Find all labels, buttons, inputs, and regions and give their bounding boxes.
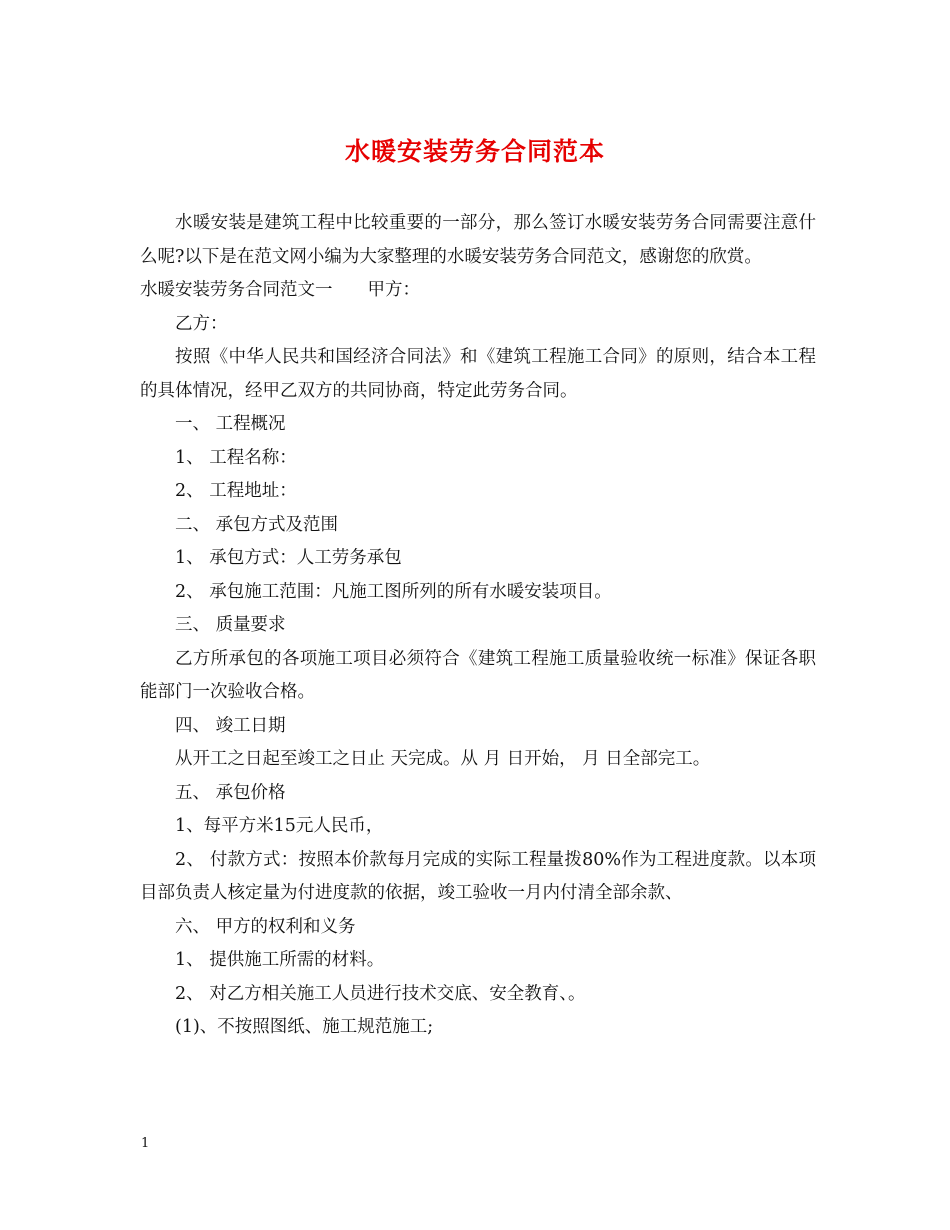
section-4-title: 四、 竣工日期	[175, 715, 286, 736]
section-3-text: 乙方所承包的各项施工项目必须符合《建筑工程施工质量验收统一标准》保证各职能部门一次验收合格。	[140, 648, 816, 702]
section-5-title: 五、 承包价格	[175, 782, 286, 803]
section-1-item-1: 1、 工程名称：	[175, 447, 297, 468]
section-4-text: 从开工之日起至竣工之日止 天完成。从 月 日开始， 月 日全部完工。	[175, 749, 711, 769]
contract-heading: 水暖安装劳务合同范文一 甲方：	[140, 280, 420, 300]
section-6-title: 六、 甲方的权利和义务	[175, 916, 356, 937]
intro-paragraph: 水暖安装是建筑工程中比较重要的一部分，那么签订水暖安装劳务合同需要注意什么呢?以下是在范文网小编为大家整理的水暖安装劳务合同范文，感谢您的欣赏。	[140, 213, 816, 267]
section-6-item-2: 2、 对乙方相关施工人员进行技术交底、安全教育、。	[175, 983, 586, 1004]
section-5-item-1: 1、每平方米15元人民币，	[175, 816, 384, 836]
section-6-item-1: 1、 提供施工所需的材料。	[175, 950, 385, 970]
page-number: 1	[141, 1136, 150, 1151]
section-1-title: 一、 工程概况	[175, 414, 286, 434]
preamble-paragraph: 按照《中华人民共和国经济合同法》和《建筑工程施工合同》的原则，结合本工程的具体情况，经甲乙双方的共同协商，特定此劳务合同。	[140, 347, 816, 401]
document-body	[140, 207, 816, 1045]
section-2-item-1: 1、 承包方式：人工劳务承包	[175, 548, 402, 568]
section-5-item-2: 2、 付款方式：按照本价款每月完成的实际工程量拨80%作为工程进度款。以本项目部负责人核定量为付进度款的依据，竣工验收一月内付清全部余款、	[140, 849, 816, 903]
section-2-item-2: 2、 承包施工范围：凡施工图所列的所有水暖安装项目。	[175, 581, 612, 602]
section-6-subitem-1: (1)、不按照图纸、施工规范施工;	[175, 1017, 434, 1037]
section-3-title: 三、 质量要求	[175, 615, 286, 635]
section-1-item-2: 2、 工程地址：	[175, 481, 297, 501]
section-2-title: 二、 承包方式及范围	[175, 514, 339, 535]
document-title: 水暖安装劳务合同范本	[344, 137, 605, 166]
party-b-line: 乙方：	[175, 313, 228, 334]
